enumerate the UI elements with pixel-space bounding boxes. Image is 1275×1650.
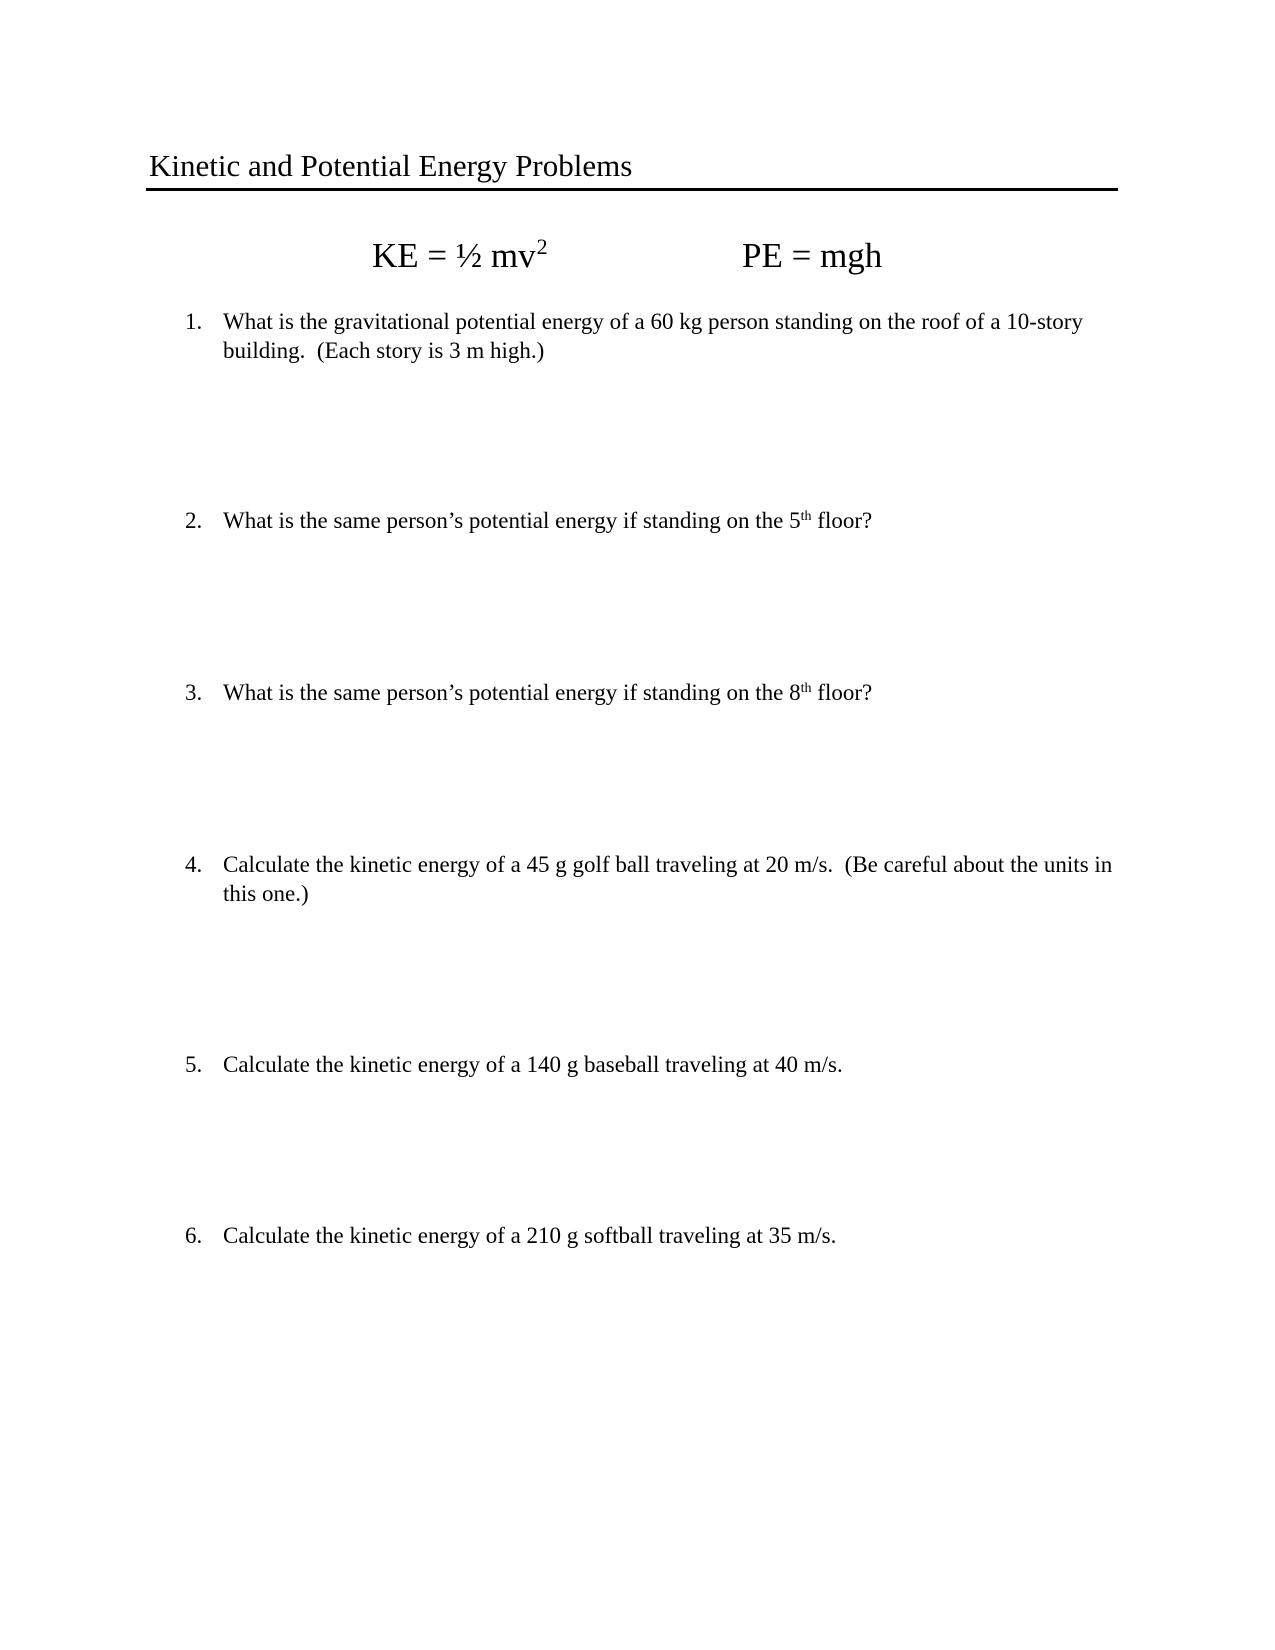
question-text-after: floor? bbox=[811, 680, 873, 705]
kinetic-energy-formula bbox=[372, 236, 548, 276]
question-text-before: What is the same person’s potential energy if standing on the 5 bbox=[223, 508, 801, 533]
ke-formula-base: KE = ½ mv bbox=[372, 236, 536, 275]
question-number: 5. bbox=[185, 1052, 203, 1077]
question-5 bbox=[185, 1050, 1125, 1079]
title-underline bbox=[146, 188, 1118, 191]
question-text bbox=[223, 506, 1125, 535]
question-text bbox=[223, 678, 1125, 707]
question-4 bbox=[185, 850, 1125, 908]
question-text: Calculate the kinetic energy of a 210 g softball traveling at 35 m/s. bbox=[223, 1223, 837, 1248]
question-text-after: floor? bbox=[811, 508, 873, 533]
question-text-before: What is the same person’s potential energy if standing on the 8 bbox=[223, 680, 801, 705]
question-number: 6. bbox=[185, 1223, 203, 1248]
ordinal-suffix: th bbox=[800, 509, 812, 524]
question-text: Calculate the kinetic energy of a 140 g baseball traveling at 40 m/s. bbox=[223, 1052, 843, 1077]
question-2 bbox=[185, 506, 1125, 535]
question-number: 3. bbox=[185, 680, 203, 705]
question-text: What is the gravitational potential energy of a 60 kg person standing on the roof of a 10-story building. (Each story is 3 m high.) bbox=[223, 309, 1089, 363]
ke-formula-exponent: 2 bbox=[536, 234, 548, 259]
question-1 bbox=[185, 307, 1125, 365]
question-3 bbox=[185, 678, 1125, 707]
potential-energy-formula: PE = mgh bbox=[742, 236, 883, 275]
question-6 bbox=[185, 1221, 1125, 1250]
page-title: Kinetic and Potential Energy Problems bbox=[149, 148, 633, 183]
question-text: Calculate the kinetic energy of a 45 g golf ball traveling at 20 m/s. (Be careful about the units in this one.) bbox=[223, 852, 1119, 906]
question-number: 2. bbox=[185, 508, 203, 533]
ordinal-suffix: th bbox=[800, 681, 812, 696]
question-number: 1. bbox=[185, 309, 203, 334]
question-number: 4. bbox=[185, 852, 203, 877]
